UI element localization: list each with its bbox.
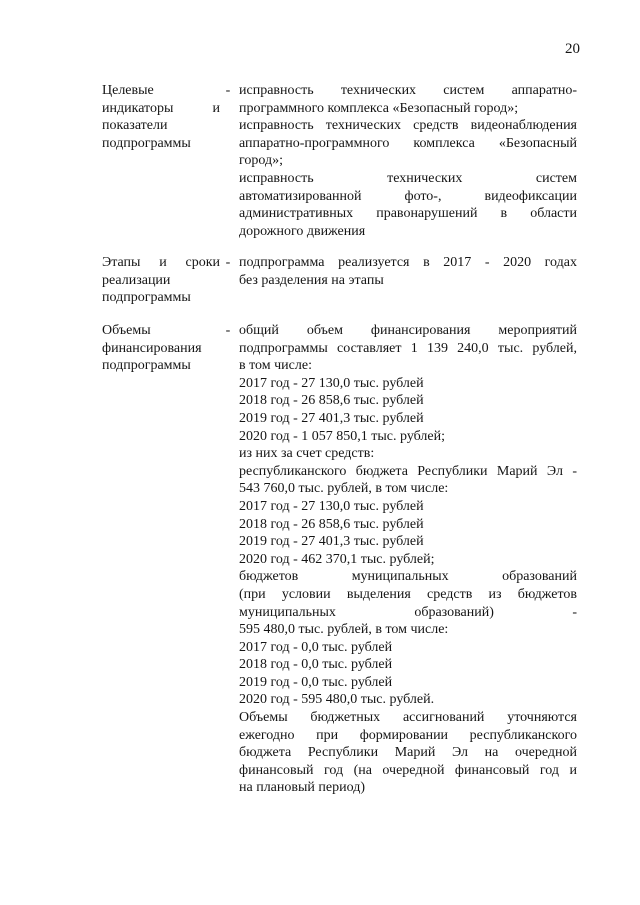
- funding-year-line: 2019 год - 27 401,3 тыс. рублей: [239, 534, 424, 550]
- body-line: бюджета Республики Марий Эл на очередной: [239, 745, 577, 761]
- section-dash: -: [225, 323, 231, 338]
- funding-year-line: 2019 год - 27 401,3 тыс. рублей: [239, 410, 424, 426]
- label-line: индикаторы и: [102, 100, 220, 116]
- section-dash: -: [225, 83, 231, 98]
- funding-year-line: 2019 год - 0,0 тыс. рублей: [239, 674, 393, 690]
- section-label: [102, 82, 220, 152]
- body-line: исправность технических систем аппаратно-: [239, 83, 577, 98]
- body-line: муниципальных образований) -: [239, 604, 577, 620]
- body-line: исправность технических средств видеонаблюдения: [239, 118, 577, 134]
- body-line: программного комплекса «Безопасный город»;: [239, 100, 519, 116]
- body-line: в том числе:: [239, 358, 312, 374]
- label-line: финансирования: [102, 340, 202, 356]
- body-line: подпрограммы составляет 1 139 240,0 тыс. рублей,: [239, 340, 577, 356]
- section-target-indicators: [102, 82, 577, 242]
- body-line: аппаратно-программного комплекса «Безопасный: [239, 135, 577, 151]
- body-line: республиканского бюджета Республики Марий Эл -: [239, 463, 577, 479]
- section-body: [239, 82, 577, 240]
- body-line: ежегодно при формировании республиканского: [239, 727, 577, 743]
- label-line: Объемы: [102, 323, 151, 338]
- body-line: на плановый период): [239, 780, 365, 796]
- body-line: Объемы бюджетных ассигнований уточняются: [239, 710, 577, 726]
- body-line: автоматизированной фото-, видеофиксации: [239, 188, 577, 204]
- body-line: исправность технических систем: [239, 170, 577, 186]
- funding-year-line: 2017 год - 0,0 тыс. рублей: [239, 639, 393, 655]
- section-body: [239, 322, 577, 797]
- body-line: подпрограмма реализуется в 2017 - 2020 годах: [239, 255, 577, 270]
- body-line: (при условии выделения средств из бюджетов: [239, 586, 577, 602]
- label-line: подпрограммы: [102, 358, 191, 374]
- funding-year-line: 2020 год - 1 057 850,1 тыс. рублей;: [239, 428, 446, 444]
- body-line: финансовый год (на очередной финансовый год и: [239, 762, 577, 778]
- body-line: общий объем финансирования мероприятий: [239, 323, 577, 338]
- label-line: показатели: [102, 118, 168, 134]
- funding-year-line: 2018 год - 26 858,6 тыс. рублей: [239, 516, 424, 532]
- body-line: дорожного движения: [239, 223, 366, 239]
- body-line: бюджетов муниципальных образований: [239, 569, 577, 585]
- body-line: без разделения на этапы: [239, 272, 384, 288]
- section-funding-volumes: [102, 322, 577, 802]
- label-line: Целевые: [102, 83, 154, 98]
- funding-year-line: 2018 год - 0,0 тыс. рублей: [239, 657, 393, 673]
- body-line: из них за счет средств:: [239, 446, 375, 462]
- body-line: 543 760,0 тыс. рублей, в том числе:: [239, 481, 449, 497]
- funding-year-line: 2017 год - 27 130,0 тыс. рублей: [239, 498, 424, 514]
- page-number: 20: [565, 41, 580, 57]
- funding-year-line: 2020 год - 462 370,1 тыс. рублей;: [239, 551, 435, 567]
- label-line: реализации: [102, 272, 171, 288]
- section-body: [239, 254, 577, 289]
- label-line: подпрограммы: [102, 290, 191, 306]
- section-label: [102, 254, 220, 307]
- funding-year-line: 2017 год - 27 130,0 тыс. рублей: [239, 375, 424, 391]
- section-stages-and-terms: [102, 254, 577, 310]
- body-line: 595 480,0 тыс. рублей, в том числе:: [239, 622, 449, 638]
- section-label: [102, 322, 220, 375]
- label-line: подпрограммы: [102, 135, 191, 151]
- funding-year-line: 2018 год - 26 858,6 тыс. рублей: [239, 393, 424, 409]
- funding-year-line: 2020 год - 595 480,0 тыс. рублей.: [239, 692, 435, 708]
- body-line: административных правонарушений в области: [239, 206, 577, 222]
- body-line: город»;: [239, 153, 284, 169]
- label-line: Этапы и сроки: [102, 255, 220, 270]
- section-dash: -: [225, 255, 231, 270]
